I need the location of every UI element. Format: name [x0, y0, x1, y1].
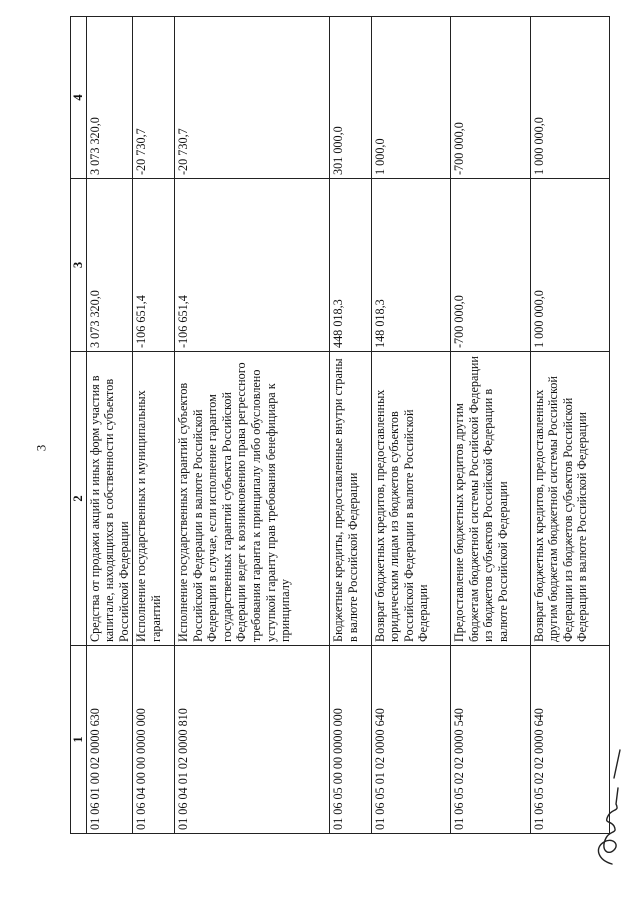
column-header-1: 1: [71, 646, 87, 834]
row-code: 01 06 04 01 02 0000 810: [175, 646, 330, 834]
budget-table: [70, 16, 610, 834]
row-col4: -20 730,7: [133, 17, 175, 179]
row-col4: 1 000,0: [371, 17, 450, 179]
table-row: [451, 17, 530, 834]
row-col3: 3 073 320,0: [86, 179, 133, 352]
column-header-4: 4: [71, 17, 87, 179]
row-code: 01 06 01 00 02 0000 630: [86, 646, 133, 834]
row-col3: 148 018,3: [371, 179, 450, 352]
row-code: 01 06 05 02 02 0000 640: [530, 646, 609, 834]
row-col4: 3 073 320,0: [86, 17, 133, 179]
column-header-2: 2: [71, 352, 87, 646]
table-row: [371, 17, 450, 834]
row-name: Возврат бюджетных кредитов, предоставленных юридическим лицам из бюджетов субъектов Российской Федерации в валюте Российской Федерации: [371, 352, 450, 646]
table-header-row: [71, 17, 87, 834]
row-name: Предоставление бюджетных кредитов другим бюджетам бюджетной системы Российской Федерации из бюджетов субъектов Российской Федерации в валюте Российской Федерации: [451, 352, 530, 646]
column-header-3: 3: [71, 179, 87, 352]
row-col4: -20 730,7: [175, 17, 330, 179]
row-col4: 1 000 000,0: [530, 17, 609, 179]
row-code: 01 06 05 01 02 0000 640: [371, 646, 450, 834]
table-row: [530, 17, 609, 834]
row-name: Исполнение государственных гарантий субъектов Российской Федерации в валюте Российской Федерации в случае, если исполнение гарантом государственных гарантий субъекта Российской Федерации ведет к возникновению права регрессного требования гаранта к принципалу либо обусловлено уступкой гаранту прав требования бенефициара к принципалу: [175, 352, 330, 646]
row-name: Исполнение государственных и муниципальных гарантий: [133, 352, 175, 646]
row-col4: 301 000,0: [330, 17, 372, 179]
row-col4: -700 000,0: [451, 17, 530, 179]
row-name: Бюджетные кредиты, предоставленные внутри страны в валюте Российской Федерации: [330, 352, 372, 646]
handwritten-signature: [590, 738, 630, 868]
row-col3: 1 000 000,0: [530, 179, 609, 352]
table-row: [175, 17, 330, 834]
row-code: 01 06 05 02 02 0000 540: [451, 646, 530, 834]
row-code: 01 06 04 00 00 0000 000: [133, 646, 175, 834]
row-col3: -106 651,4: [133, 179, 175, 352]
row-col3: 448 018,3: [330, 179, 372, 352]
row-name: Возврат бюджетных кредитов, предоставленных другим бюджетам бюджетной системы Российской Федерации из бюджетов субъектов Российской Федерации в валюте Российской Федерации: [530, 352, 609, 646]
table-row: [86, 17, 133, 834]
table-row: [133, 17, 175, 834]
row-col3: -106 651,4: [175, 179, 330, 352]
row-name: Средства от продажи акций и иных форм участия в капитале, находящихся в собственности субъектов Российской Федерации: [86, 352, 133, 646]
row-code: 01 06 05 00 00 0000 000: [330, 646, 372, 834]
table-row: [330, 17, 372, 834]
page-number: 3: [33, 444, 49, 452]
row-col3: -700 000,0: [451, 179, 530, 352]
